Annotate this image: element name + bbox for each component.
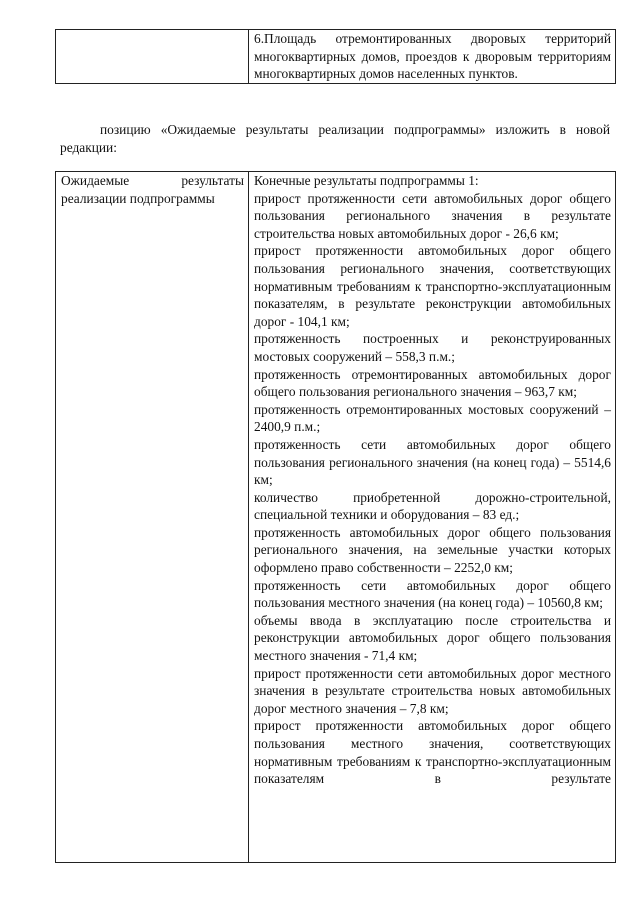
result-item: прирост протяженности автомобильных дорог общего пользования местного значения, соответствующих нормативным требованиям к транспортно-эксплуатационным показателям в результате xyxy=(254,718,611,787)
result-item: протяженность сети автомобильных дорог общего пользования местного значения (на конец года) – 10560,8 км; xyxy=(254,577,611,611)
instruction-text: позицию «Ожидаемые результаты реализации подпрограммы» изложить в новой редакции: xyxy=(60,122,610,155)
top-table-right-text: 6.Площадь отремонтированных дворовых территорий многоквартирных домов, проездов к дворовым территориям многоквартирных домов населенных пунктов. xyxy=(254,31,611,82)
result-item: количество приобретенной дорожно-строительной, специальной техники и оборудования – 83 ед.; xyxy=(254,489,611,523)
results-heading: Конечные результаты подпрограммы 1: xyxy=(254,173,479,188)
result-item: прирост протяженности сети автомобильных дорог местного значения в результате строительства новых автомобильных дорог местного значения – 7,8 км; xyxy=(254,665,611,716)
top-table-left-cell xyxy=(56,30,249,84)
table-row xyxy=(56,30,616,84)
result-item: прирост протяженности сети автомобильных дорог общего пользования регионального значения в результате строительства новых автомобильных дорог - 26,6 км; xyxy=(254,190,611,241)
result-item: протяженность отремонтированных автомобильных дорог общего пользования регионального значения – 963,7 км; xyxy=(254,366,611,400)
main-table-left-cell xyxy=(56,172,249,863)
main-table-right-cell xyxy=(249,172,616,863)
result-item: объемы ввода в эксплуатацию после строительства и реконструкции автомобильных дорог общего пользования местного значения - 71,4 км; xyxy=(254,612,611,664)
result-item: прирост протяженности автомобильных дорог общего пользования регионального значения, соответствующих нормативным требованиям к транспортно-эксплуатационным показателям, в результате реконструкции автомобильных дорог - 104,1 км; xyxy=(254,243,611,329)
result-item: протяженность отремонтированных мостовых сооружений – 2400,9 п.м.; xyxy=(254,401,611,435)
main-table-left-text: Ожидаемые результаты реализации подпрограммы xyxy=(61,173,244,206)
result-item: протяженность автомобильных дорог общего пользования регионального значения, на земельные участки которых оформлено право собственности – 2252,0 км; xyxy=(254,524,611,576)
main-table xyxy=(55,171,616,863)
top-table xyxy=(55,29,616,84)
result-item: протяженность построенных и реконструированных мостовых сооружений – 558,3 п.м.; xyxy=(254,331,611,364)
result-item: протяженность сети автомобильных дорог общего пользования регионального значения (на конец года) – 5514,6 км; xyxy=(254,436,611,488)
top-table-right-cell xyxy=(249,30,616,84)
table-row xyxy=(56,172,616,863)
